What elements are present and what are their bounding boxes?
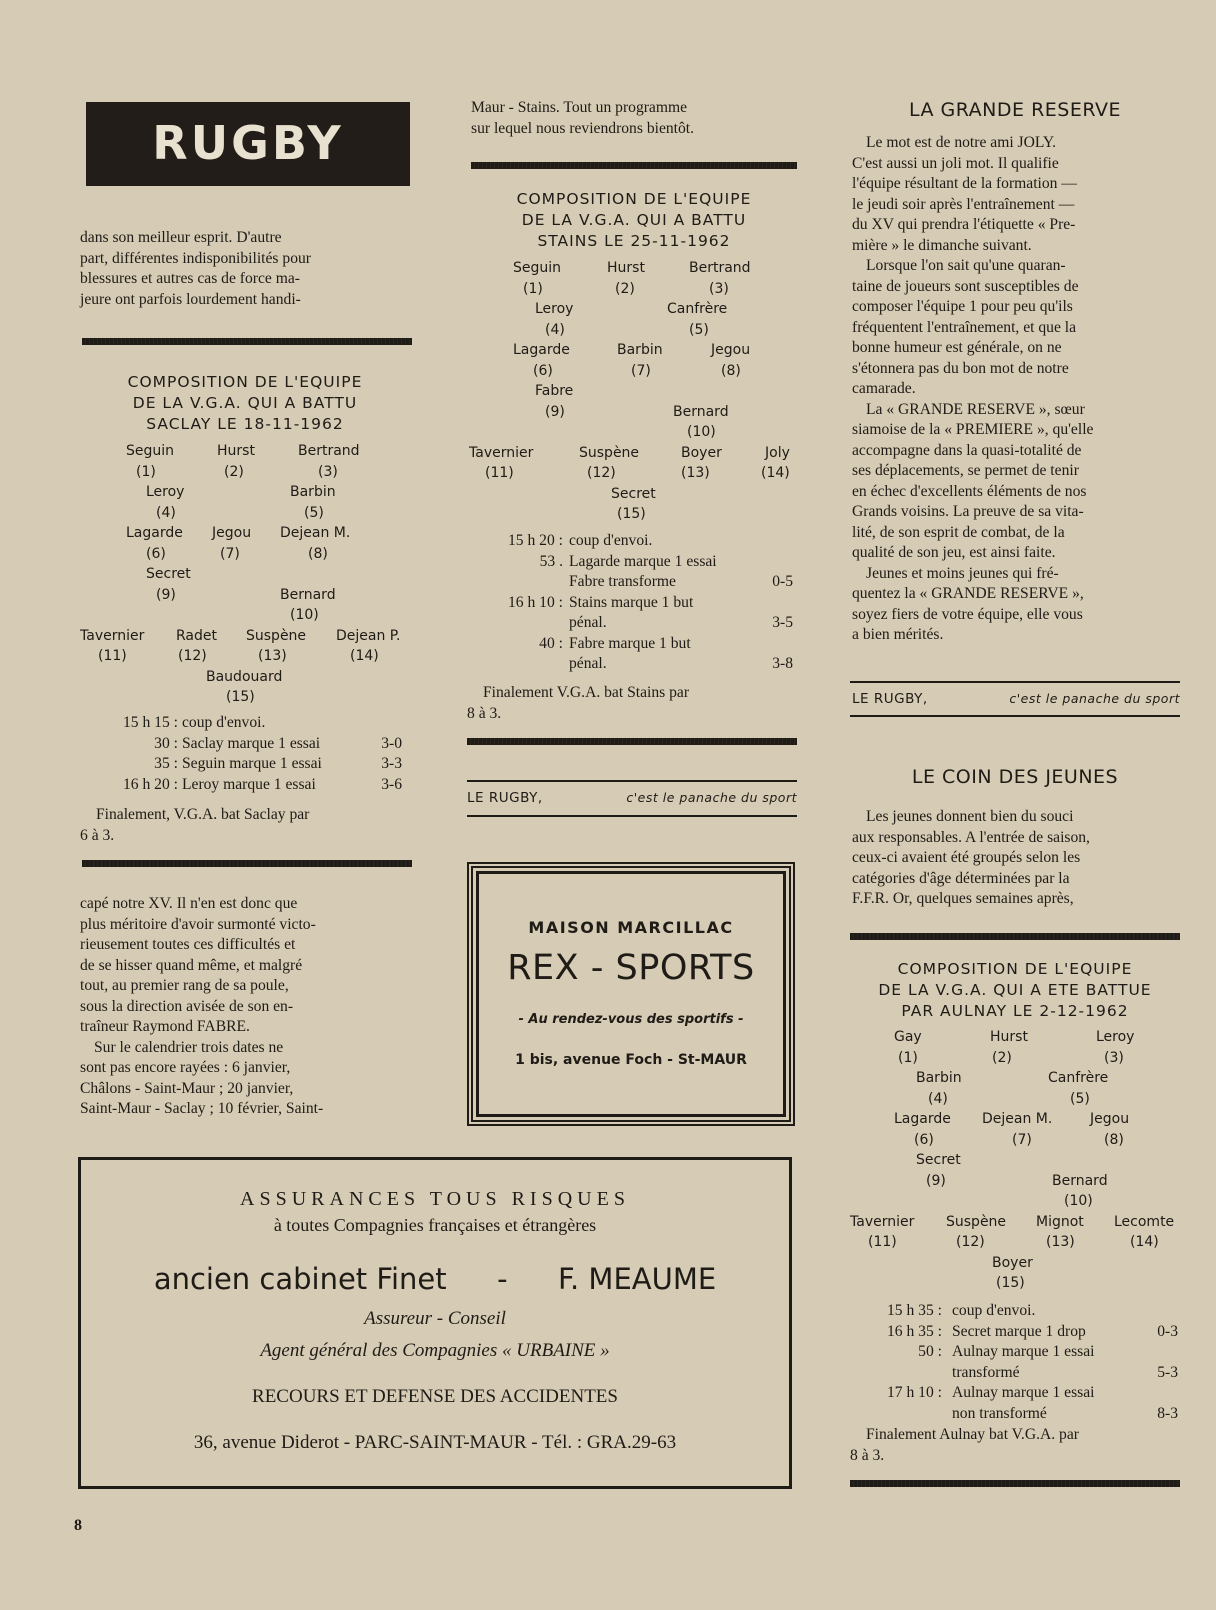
coin-des-jeunes-body: Les jeunes donnent bien du souci aux responsables. A l'entrée de saison, ceux-ci avaient été groupés selon les catégories d'âge déterminées par la F.F.R. Or, quelques semaines après,: [852, 808, 1090, 907]
lineup-heading-saclay: COMPOSITION DE L'EQUIPE DE LA V.G.A. QUI A BATTU SACLAY LE 18-11-1962: [127, 373, 363, 433]
lineup-heading-aulnay: COMPOSITION DE L'EQUIPE DE LA V.G.A. QUI A ETE BATTUE PAR AULNAY LE 2-12-1962: [878, 960, 1152, 1020]
ins-name: ancien cabinet Finet - F. MEAUME: [153, 1262, 717, 1296]
coin-des-jeunes-title: LE COIN DES JEUNES: [911, 766, 1119, 788]
match-events-saclay: 15 h 15 : coup d'envoi. 30 : Saclay marque 1 essai 3-0 35 : Seguin marque 1 essai 3-3 16 h 20 : Leroy marque 1 essai 3-6: [122, 714, 402, 793]
lineup-stains: Seguin Hurst Bertrand (1) (2) (3) Leroy Canfrère (4) (5) Lagarde Barbin Jegou (6) (7) (8) Fabre (9) Bernard (10) Tavernier Suspène Boyer Joly (11) (12) (13) (14) Secret (15): [469, 260, 790, 522]
ad-brand: REX - SPORTS: [507, 948, 755, 988]
divider: [850, 1480, 1180, 1487]
divider: [471, 162, 797, 169]
ad-maison: MAISON MARCILLAC: [528, 918, 734, 937]
ad-address: 1 bis, avenue Foch - St-MAUR: [515, 1052, 747, 1068]
match-events-aulnay: 15 h 35 : coup d'envoi. 16 h 35 : Secret marque 1 drop 0-3 50 : Aulnay marque 1 essai transformé 5-3 17 h 10 : Aulnay marque 1 essai non transformé 8-3: [886, 1302, 1178, 1422]
ad-tagline: - Au rendez-vous des sportifs -: [518, 1012, 744, 1027]
rugby-banner: RUGBY: [86, 102, 410, 186]
divider: [850, 715, 1180, 717]
final-result-stains: Finalement V.G.A. bat Stains par 8 à 3.: [467, 684, 690, 722]
ins-address: 36, avenue Diderot - PARC-SAINT-MAUR - Tél. : GRA.29-63: [193, 1432, 677, 1453]
ins-sub: à toutes Compagnies françaises et étrangères: [273, 1215, 597, 1235]
middle-intro: Maur - Stains. Tout un programme sur lequel nous reviendrons bientôt.: [471, 99, 695, 137]
final-result-saclay: Finalement, V.G.A. bat Saclay par 6 à 3.: [80, 806, 310, 844]
insurance-ad: [78, 1157, 792, 1489]
rex-sports-ad: [467, 862, 795, 1126]
slogan-middle: LE RUGBY, c'est le panache du sport: [467, 790, 797, 806]
grande-reserve-title: LA GRANDE RESERVE: [908, 99, 1122, 121]
ins-title: ASSURANCES TOUS RISQUES: [240, 1188, 630, 1210]
final-result-aulnay: Finalement Aulnay bat V.G.A. par 8 à 3.: [850, 1426, 1079, 1464]
ins-role: Assureur - Conseil: [364, 1308, 506, 1329]
grande-reserve-body: Le mot est de notre ami JOLY. C'est aussi un joli mot. Il qualifie l'équipe résultant de la formation — le jeudi soir après l'entraînement — du XV qui prendra l'étiquette « Pre- mière » le dimanche suivant. Lorsque l'on sait qu'une quaran- taine de joueurs sont susceptibles de composer l'équipe 1 pour peu qu'ils fréquentent l'entraînement, et que la bonne humeur est générale, on ne s'étonnera pas du bon mot de notre camarade. La « GRANDE RESERVE », sœur siamoise de la « PREMIERE », qu'elle accompagne dans la quasi-totalité de ses déplacements, se permet de tenir en échec d'excellents éléments de nos Grands voisins. La preuve de sa vita- lité, de son esprit de combat, de la qualité de son jeu, est ainsi faite. Jeunes et moins jeunes qui fré- quentez la « GRANDE RESERVE », soyez fiers de votre équipe, elle vous a bien mérités.: [852, 134, 1094, 643]
divider: [850, 933, 1180, 940]
lineup-saclay: Seguin Hurst Bertrand (1) (2) (3) Leroy Barbin (4) (5) Lagarde Jegou Dejean M. (6) (7) (8) Secret (9) Bernard (10) Tavernier Radet Suspène Dejean P. (11) (12) (13) (14) Baudouard (15): [80, 443, 401, 705]
left-article-body: capé notre XV. Il n'en est donc que plus méritoire d'avoir surmonté victo- rieusement toutes ces difficultés et de se hisser quand même, et malgré tout, au premier rang de sa poule, sous la direction avisée de son en- traîneur Raymond FABRE. Sur le calendrier trois dates ne sont pas encore rayées : 6 janvier, Châlons - Saint-Maur ; 20 janvier, Saint-Maur - Saclay ; 10 février, Saint-: [80, 895, 324, 1117]
slogan-right: LE RUGBY, c'est le panache du sport: [852, 691, 1180, 707]
left-intro: dans son meilleur esprit. D'autre part, différentes indisponibilités pour blessures et autres cas de force ma- jeure ont parfois lourdement handi-: [80, 229, 311, 308]
page-number: 8: [74, 1517, 82, 1534]
lineup-heading-stains: COMPOSITION DE L'EQUIPE DE LA V.G.A. QUI A BATTU STAINS LE 25-11-1962: [516, 190, 752, 250]
divider: [467, 738, 797, 745]
divider: [467, 815, 797, 817]
divider: [467, 780, 797, 782]
divider: [82, 860, 412, 867]
match-events-stains: 15 h 20 : coup d'envoi. 53 . Lagarde marque 1 essai Fabre transforme 0-5 16 h 10 : Stains marque 1 but pénal. 3-5 40 : Fabre marque 1 but pénal. 3-8: [507, 532, 793, 672]
ins-agent: Agent général des Compagnies « URBAINE »: [260, 1340, 610, 1361]
lineup-aulnay: Gay Hurst Leroy (1) (2) (3) Barbin Canfrère (4) (5) Lagarde Dejean M. Jegou (6) (7) (8) Secret (9) Bernard (10) Tavernier Suspène Mignot Lecomte (11) (12) (13) (14) Boyer (15): [850, 1029, 1175, 1291]
divider: [82, 338, 412, 345]
ins-recours: RECOURS ET DEFENSE DES ACCIDENTES: [252, 1386, 618, 1407]
divider: [850, 681, 1180, 683]
